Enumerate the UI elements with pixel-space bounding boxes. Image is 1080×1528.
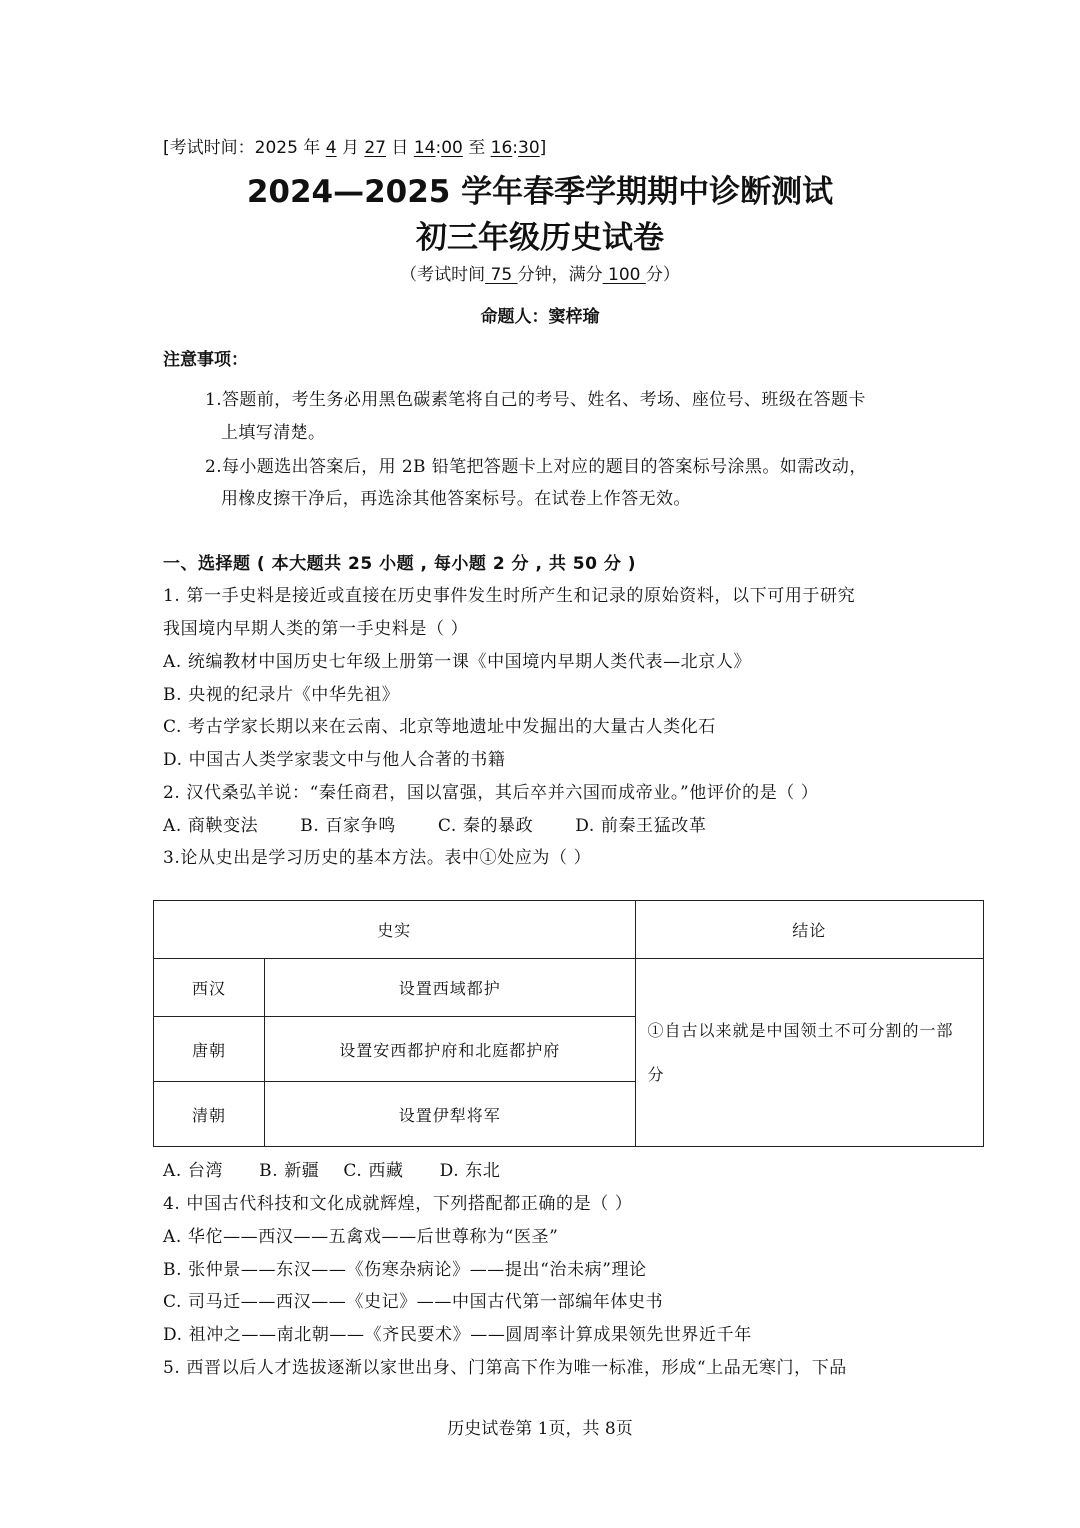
table-dynasty-cell: 清朝 (154, 1082, 265, 1147)
table-event-cell: 设置伊犁将军 (265, 1082, 636, 1147)
exam-time-prefix: [考试时间：2025 年 (163, 138, 326, 158)
question-4-option-d: D. 祖冲之——南北朝——《齐民要术》——圆周率计算成果领先世界近千年 (163, 1325, 752, 1345)
table-header-facts: 史实 (154, 901, 636, 959)
score-value: 100 (602, 265, 646, 285)
table-event-cell: 设置安西都护府和北庭都护府 (265, 1017, 636, 1082)
time-colon-2: : (512, 138, 519, 158)
question-1-option-c: C. 考古学家长期以来在云南、北京等地遗址中发掘出的大量古人类化石 (163, 717, 717, 737)
close-bracket: ] (539, 138, 547, 158)
start-min: 00 (441, 138, 463, 158)
conclusion-line-2: 分 (647, 1064, 665, 1084)
score-suffix: 分） (645, 265, 680, 285)
notice-item-1-line-2: 上填写清楚。 (221, 423, 326, 443)
table-dynasty-cell: 西汉 (154, 959, 265, 1017)
to-text: 至 (462, 138, 491, 158)
question-4: 4. 中国古代科技和文化成就辉煌，下列搭配都正确的是（ ） (163, 1194, 633, 1214)
duration-line (0, 260, 1080, 285)
page-footer: 历史试卷第 1页，共 8页 (447, 1419, 633, 1439)
time-colon: : (435, 138, 442, 158)
table-dynasty-cell: 唐朝 (154, 1017, 265, 1082)
exam-day: 27 (364, 138, 386, 158)
question-1-option-a: A. 统编教材中国历史七年级上册第一课《中国境内早期人类代表—北京人》 (163, 652, 752, 672)
page-subtitle: 初三年级历史试卷 (416, 220, 664, 256)
question-1-line-2: 我国境内早期人类的第一手史料是（ ） (163, 619, 469, 639)
question-4-option-c: C. 司马迁——西汉——《史记》——中国古代第一部编年体史书 (163, 1292, 664, 1312)
question-3: 3.论从史出是学习历史的基本方法。表中①处应为（ ） (163, 848, 592, 868)
section-heading: 一、选择题 ( 本大题共 25 小题 , 每小题 2 分 , 共 50 分 ) (163, 554, 637, 574)
table-event-cell: 设置西域都护 (265, 959, 636, 1017)
start-hour: 14 (413, 138, 436, 158)
month-unit: 月 (336, 138, 365, 158)
question-2-options: A. 商鞅变法 B. 百家争鸣 C. 秦的暴政 D. 前秦王猛改革 (163, 816, 707, 836)
question-4-option-a: A. 华佗——西汉——五禽戏——后世尊称为“医圣” (163, 1227, 559, 1247)
conclusion-line-1: ①自古以来就是中国领土不可分割的一部 (647, 1020, 954, 1040)
end-hour: 16 (490, 138, 513, 158)
question-4-option-b: B. 张仲景——东汉——《伤寒杂病论》——提出“治未病”理论 (163, 1260, 647, 1280)
question-3-options: A. 台湾 B. 新疆 C. 西藏 D. 东北 (163, 1161, 501, 1181)
table-header-conclusion: 结论 (635, 901, 983, 959)
exam-month: 4 (325, 138, 337, 158)
notice-item-2-line-1: 2.每小题选出答案后，用 2B 铅笔把答题卡上对应的题目的答案标号涂黑。如需改动， (205, 457, 867, 477)
end-min: 30 (518, 138, 540, 158)
author-line: 命题人：窦梓瑜 (480, 307, 600, 327)
question-2: 2. 汉代桑弘羊说：“秦任商君，国以富强，其后卒并六国而成帝业。”他评价的是（ ） (163, 783, 819, 803)
question-1-option-d: D. 中国古人类学家裴文中与他人合著的书籍 (163, 750, 506, 770)
duration-mid: 分钟，满分 (517, 265, 603, 285)
question-5-line-1: 5. 西晋以后人才选拔逐渐以家世出身、门第高下作为唯一标准，形成“上品无寒门，下品 (163, 1358, 847, 1378)
notice-heading: 注意事项： (163, 350, 248, 370)
duration-value: 75 (485, 265, 518, 285)
question-1-line-1: 1. 第一手史料是接近或直接在历史事件发生时所产生和记录的原始资料，以下可用于研究 (163, 586, 856, 606)
page-title: 2024—2025 学年春季学期期中诊断测试 (246, 174, 834, 210)
notice-item-1-line-1: 1.答题前，考生务必用黑色碳素笔将自己的考号、姓名、考场、座位号、班级在答题卡 (205, 390, 866, 410)
day-unit: 日 (386, 138, 414, 158)
table-conclusion-cell (635, 959, 983, 1147)
question-1-option-b: B. 央视的纪录片《中华先祖》 (163, 685, 400, 705)
duration-prefix: （考试时间 (400, 265, 486, 285)
exam-time (163, 133, 546, 158)
history-table (153, 900, 984, 1147)
notice-item-2-line-2: 用橡皮擦干净后，再选涂其他答案标号。在试卷上作答无效。 (221, 489, 691, 509)
